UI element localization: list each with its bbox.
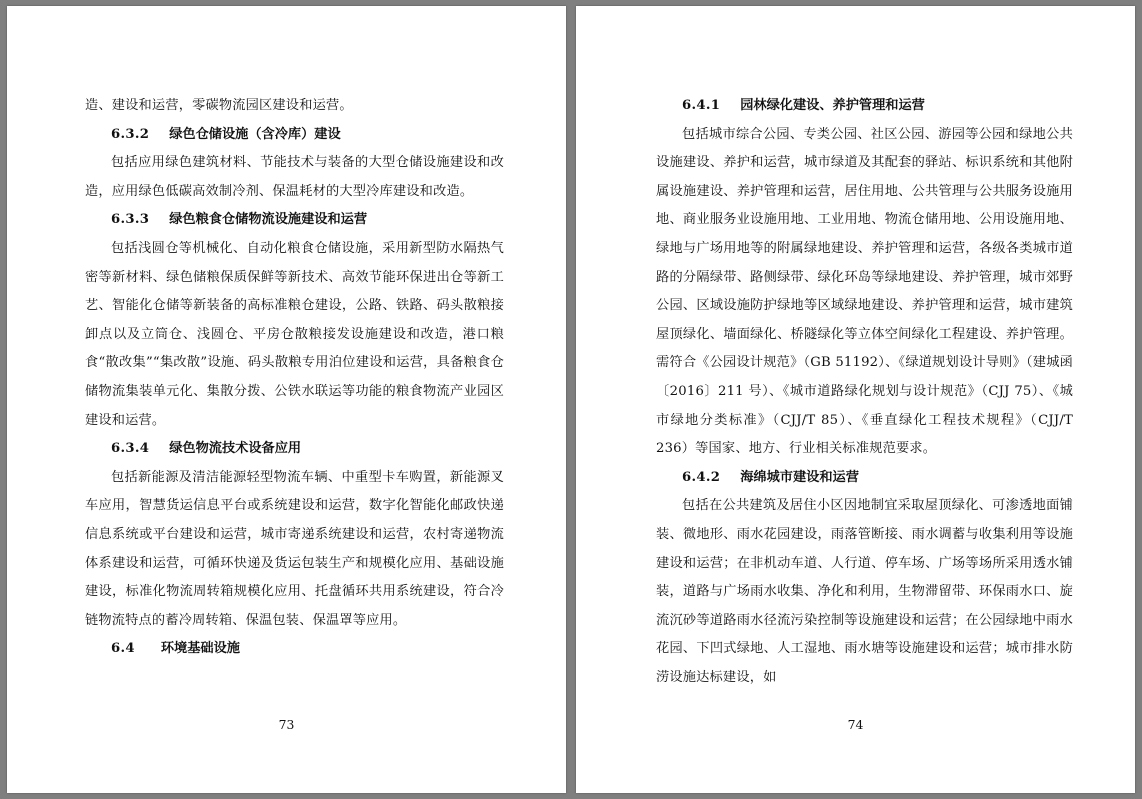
paragraph: 造、建设和运营，零碳物流园区建设和运营。 <box>85 98 353 113</box>
page-73 <box>7 6 566 793</box>
heading-number: 6.3.4 <box>111 441 150 457</box>
heading-6-3-2 <box>85 121 504 150</box>
heading-6-4 <box>85 635 504 664</box>
heading-title: 园林绿化建设、养护管理和运营 <box>740 98 925 113</box>
heading-title: 海绵城市建设和运营 <box>740 469 859 485</box>
page-number: 73 <box>278 717 295 732</box>
heading-number: 6.4.1 <box>682 98 721 113</box>
page-73-content <box>85 92 504 733</box>
heading-number: 6.4.2 <box>682 469 721 485</box>
paragraph: 包括应用绿色建筑材料、节能技术与装备的大型仓储设施建设和改造，应用绿色低碳高效制冷剂、保温耗材的大型冷库建设和改造。 <box>85 155 504 199</box>
heading-title: 绿色物流技术设备应用 <box>169 441 302 457</box>
heading-6-4-2 <box>656 464 1073 493</box>
page-74-content <box>656 92 1073 733</box>
paragraph: 包括浅圆仓等机械化、自动化粮食仓储设施，采用新型防水隔热气密等新材料、绿色储粮保质保鲜等新技术、高效节能环保进出仓等新工艺、智能化仓储等新装备的高标准粮仓建设，公路、铁路、码头散粮接卸点以及立筒仓、浅圆仓、平房仓散粮接发设施建设和改造，港口粮食“散改集”“集改散”设施、码头散粮专用泊位建设和运营，具备粮食仓储物流集装单元化、集散分拨、公铁水联运等功能的粮食物流产业园区建设和运营。 <box>85 240 504 428</box>
paragraph: 包括在公共建筑及居住小区因地制宜采取屋顶绿化、可渗透地面铺装、微地形、雨水花园建设，雨落管断接、雨水调蓄与收集利用等设施建设和运营；在非机动车道、人行道、停车场、广场等场所采用透水铺装，道路与广场雨水收集、净化和利用，生物滞留带、环保雨水口、旋流沉砂等道路雨水径流污染控制等设施建设和运营；在公园绿地中雨水花园、下凹式绿地、人工湿地、雨水塘等设施建设和运营；城市排水防涝设施达标建设，如 <box>656 498 1073 685</box>
heading-number: 6.4 <box>111 641 135 657</box>
heading-6-3-4 <box>85 435 504 464</box>
heading-number: 6.3.3 <box>111 212 150 228</box>
heading-title: 绿色粮食仓储物流设施建设和运营 <box>169 212 368 228</box>
paragraph: 包括新能源及清洁能源轻型物流车辆、中重型卡车购置，新能源叉车应用，智慧货运信息平台或系统建设和运营，数字化智能化邮政快递信息系统或平台建设和运营，城市寄递系统建设和运营，农村寄递物流体系建设和运营，可循环快递及货运包装生产和规模化应用、基础设施建设，标准化物流周转箱规模化应用、托盘循环共用系统建设，符合冷链物流特点的蓄冷周转箱、保温包装、保温罩等应用。 <box>85 469 504 628</box>
page-74 <box>576 6 1135 793</box>
heading-6-4-1 <box>656 92 1073 121</box>
page-number: 74 <box>847 717 864 732</box>
heading-6-3-3 <box>85 206 504 235</box>
heading-number: 6.3.2 <box>111 126 150 142</box>
paragraph: 包括城市综合公园、专类公园、社区公园、游园等公园和绿地公共设施建设、养护和运营，城市绿道及其配套的驿站、标识系统和其他附属设施建设、养护管理和运营，居住用地、公共管理与公共服务设施用地、商业服务业设施用地、工业用地、物流仓储用地、公用设施用地、绿地与广场用地等的附属绿地建设、养护管理和运营，各级各类城市道路的分隔绿带、路侧绿带、绿化环岛等绿地建设、养护管理，城市郊野公园、区域设施防护绿地等区域绿地建设、养护管理和运营，城市建筑屋顶绿化、墙面绿化、桥隧绿化等立体空间绿化工程建设、养护管理。需符合《公园设计规范》（GB 51192）、《绿道规划设计导则》（建城函〔2016〕211 号）、《城市道路绿化规划与设计规范》（CJJ 75）、《城市绿地分类标准》（CJJ/T 85）、《垂直绿化工程技术规程》（CJJ/T 236）等国家、地方、行业相关标准规范要求。 <box>656 126 1073 457</box>
heading-title: 环境基础设施 <box>160 641 240 657</box>
heading-title: 绿色仓储设施（含冷库）建设 <box>169 126 341 142</box>
